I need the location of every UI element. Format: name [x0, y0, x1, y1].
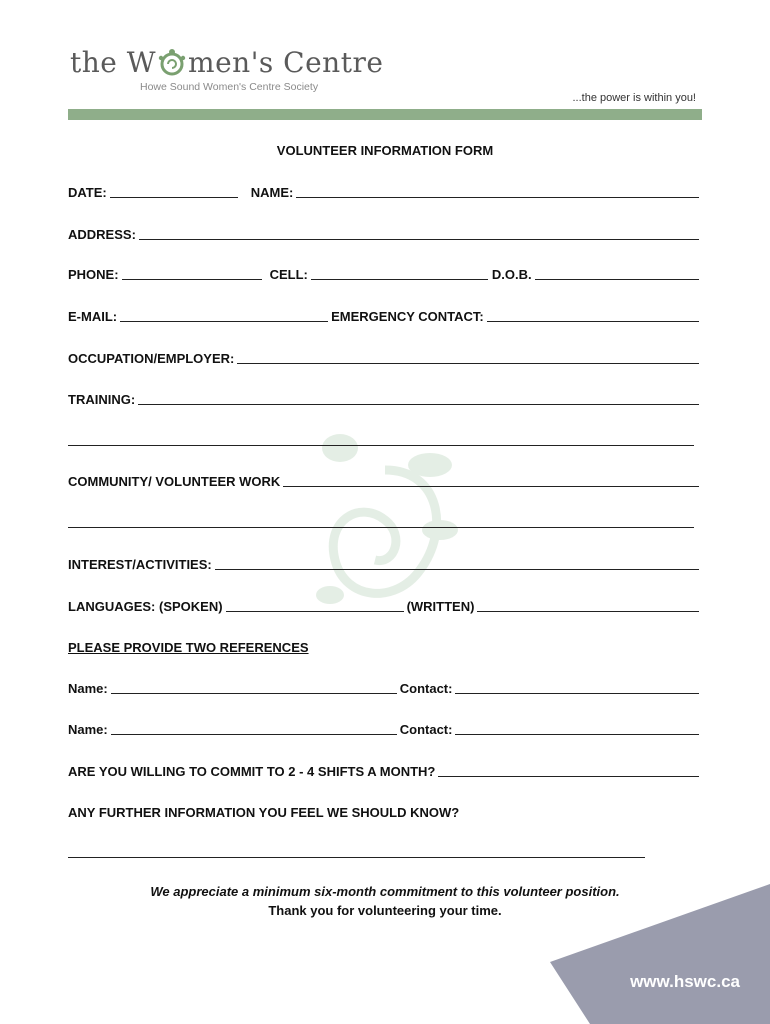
occupation-label: OCCUPATION/EMPLOYER:	[68, 351, 235, 366]
reference-1-name-field[interactable]	[111, 680, 397, 694]
training-row	[68, 389, 702, 407]
website-link[interactable]: www.hswc.ca	[630, 972, 740, 991]
languages-spoken-label: LANGUAGES: (SPOKEN)	[68, 599, 223, 614]
turtle-watermark-icon	[300, 430, 470, 620]
commit-row	[68, 761, 702, 779]
interests-field[interactable]	[215, 556, 699, 570]
dob-field[interactable]	[535, 266, 699, 280]
logo-text-end: men's Centre	[188, 46, 384, 79]
reference-2-contact-field[interactable]	[455, 721, 699, 735]
languages-spoken-field[interactable]	[226, 598, 404, 612]
commit-label: ARE YOU WILLING TO COMMIT TO 2 - 4 SHIFTS A MONTH?	[68, 764, 436, 779]
languages-row	[68, 596, 702, 614]
training-field[interactable]	[138, 391, 699, 405]
training-label: TRAINING:	[68, 392, 136, 407]
logo	[70, 46, 383, 93]
name-label: NAME:	[250, 185, 294, 200]
references-heading-row	[68, 637, 702, 655]
occupation-field[interactable]	[237, 350, 699, 364]
cell-field[interactable]	[311, 266, 488, 280]
interests-row	[68, 554, 702, 572]
phone-row	[68, 264, 702, 282]
training-field-line-2[interactable]	[68, 445, 694, 446]
occupation-row	[68, 348, 702, 366]
email-label: E-MAIL:	[68, 309, 118, 324]
reference-1-contact-field[interactable]	[455, 680, 699, 694]
community-label: COMMUNITY/ VOLUNTEER WORK	[68, 474, 281, 489]
corner-banner	[550, 884, 770, 1024]
logo-text-start: the W	[70, 46, 157, 79]
references-heading: PLEASE PROVIDE TWO REFERENCES	[68, 640, 309, 655]
logo-subtitle: Howe Sound Women's Centre Society	[140, 81, 319, 93]
emergency-contact-field[interactable]	[487, 308, 699, 322]
date-field[interactable]	[110, 184, 238, 198]
commitment-note: We appreciate a minimum six-month commitment to this volunteer position.	[150, 884, 620, 899]
phone-field[interactable]	[122, 266, 262, 280]
date-label: DATE:	[68, 185, 107, 200]
community-row	[68, 471, 702, 489]
name-field[interactable]	[296, 184, 699, 198]
further-info-field[interactable]	[68, 857, 645, 858]
cell-label: CELL:	[269, 267, 308, 282]
reference-2-name-label: Name:	[68, 722, 108, 737]
logo-wordmark	[70, 46, 383, 79]
languages-written-field[interactable]	[477, 598, 699, 612]
address-row	[68, 224, 702, 242]
languages-written-label: (WRITTEN)	[406, 599, 475, 614]
address-field[interactable]	[139, 226, 699, 240]
reference-2-name-field[interactable]	[111, 721, 397, 735]
header-divider-bar	[68, 109, 702, 120]
reference-2-contact-label: Contact:	[399, 722, 453, 737]
interests-label: INTEREST/ACTIVITIES:	[68, 557, 212, 572]
form-title: VOLUNTEER INFORMATION FORM	[276, 143, 494, 158]
thank-you-note: Thank you for volunteering your time.	[268, 903, 502, 918]
email-field[interactable]	[120, 308, 328, 322]
emergency-contact-label: EMERGENCY CONTACT:	[331, 309, 484, 324]
reference-2-row	[68, 719, 702, 737]
community-field-line-2[interactable]	[68, 527, 694, 528]
further-info-row	[68, 802, 702, 820]
reference-1-row	[68, 678, 702, 696]
email-row	[68, 306, 702, 324]
turtle-icon	[157, 48, 187, 78]
dob-label: D.O.B.	[491, 267, 532, 282]
community-field[interactable]	[283, 473, 699, 487]
tagline: ...the power is within you!	[572, 92, 696, 104]
reference-1-name-label: Name:	[68, 681, 108, 696]
commit-field[interactable]	[438, 763, 699, 777]
reference-1-contact-label: Contact:	[399, 681, 453, 696]
further-info-label: ANY FURTHER INFORMATION YOU FEEL WE SHOULD KNOW?	[68, 805, 460, 820]
phone-label: PHONE:	[68, 267, 119, 282]
date-name-row	[68, 182, 702, 200]
address-label: ADDRESS:	[68, 227, 136, 242]
